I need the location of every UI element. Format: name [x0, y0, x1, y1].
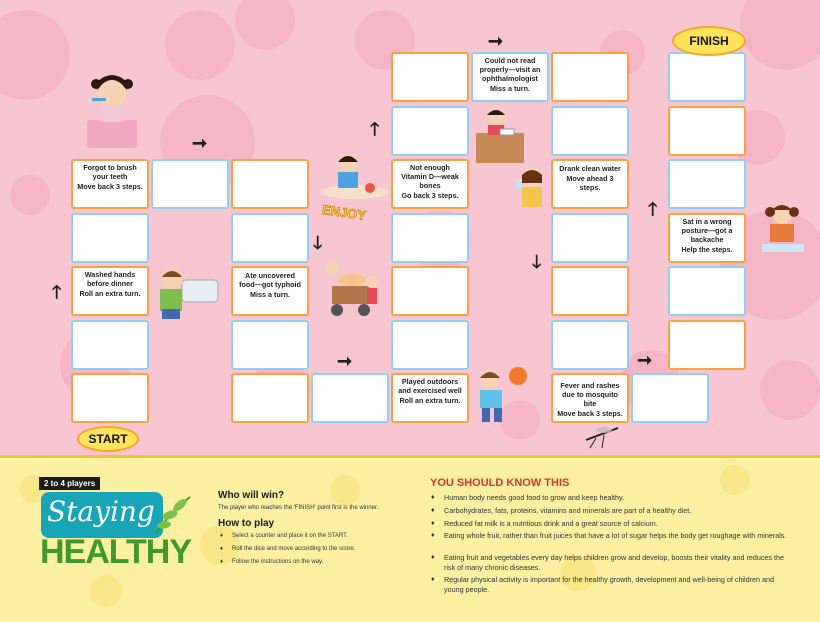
square-blank: [311, 373, 389, 423]
square-text: Sat in a wrong posture—got a backache: [681, 217, 733, 244]
kid-playing-ball-icon: [468, 366, 530, 432]
arrow-down-icon: 🡓: [532, 252, 542, 272]
square-blank: [231, 320, 309, 370]
fact-item: ♦ Regular physical activity is important for the healthy growth, development and well-being of children and young people.: [444, 575, 789, 594]
kid-washing-hands-icon: [150, 265, 220, 320]
who-wins-title: Who will win?: [218, 490, 285, 501]
square-blank: [668, 106, 746, 156]
square-blank: [551, 266, 629, 316]
square-text: Drank clean water: [559, 164, 621, 173]
square-action: Move ahead 3 steps.: [566, 174, 614, 192]
square-action: Roll an extra turn.: [79, 289, 141, 298]
know-title: YOU SHOULD KNOW THIS: [430, 477, 570, 489]
kid-brushing-teeth-icon: [82, 70, 142, 150]
fact-item: ♦ Carbohydrates, fats, proteins, vitamins and minerals are part of a healthy diet.: [444, 506, 789, 516]
panel-border: [0, 458, 820, 461]
logo-healthy: HEALTHY: [40, 533, 192, 571]
square-action: Move back 3 steps.: [557, 409, 623, 418]
fact-item: ♦ Reduced fat milk is a nutritious drink and a great source of calcium.: [444, 519, 789, 529]
arrow-up-icon: 🡑: [52, 282, 62, 302]
kid-reading-icon: [474, 105, 528, 165]
logo-staying: [41, 492, 163, 538]
square-blank: [551, 106, 629, 156]
square-posture: [668, 213, 746, 263]
square-drank-water: [551, 159, 629, 209]
fact-item: ♦ Eating whole fruit, rather than fruit juices that have a lot of sugar helps the body get roughage with minerals.: [444, 531, 789, 541]
square-uncovered-food: [231, 266, 309, 316]
kid-studying-icon: [758, 200, 808, 260]
square-blank: [71, 320, 149, 370]
square-blank: [71, 373, 149, 423]
square-text: Ate uncovered food—got typhoid: [239, 271, 301, 289]
background-dot: [10, 175, 50, 215]
square-text: Could not read properly—visit an ophthalmologist: [479, 56, 541, 83]
mosquito-icon: [582, 420, 624, 450]
square-played-outdoors: [391, 373, 469, 423]
square-text: Washed hands before dinner: [84, 270, 136, 288]
square-fever: [551, 373, 629, 423]
square-action: Miss a turn.: [250, 290, 290, 299]
square-blank: [71, 213, 149, 263]
leaf-icon: [150, 493, 194, 537]
square-blank: [551, 213, 629, 263]
square-blank: [391, 266, 469, 316]
finish-marker: FINISH: [672, 26, 746, 56]
square-blank: [231, 159, 309, 209]
background-dot: [165, 10, 235, 80]
square-blank: [231, 213, 309, 263]
square-blank: [231, 373, 309, 423]
arrow-up-icon: 🡑: [648, 199, 658, 219]
fact-item: ♦ Eating fruit and vegetables every day helps children grow and develop, boosts their vitality and reduces the risk of many chronic diseases.: [444, 553, 789, 572]
background-dot: [0, 10, 70, 100]
background-dot: [90, 575, 122, 607]
fact-item: ♦ Human body needs good food to grow and keep healthy.: [444, 493, 789, 503]
how-to-play-title: How to play: [218, 518, 275, 529]
arrow-right-icon: ➞: [192, 133, 208, 153]
background-dot: [330, 475, 360, 505]
logo-staying-text: Staying: [47, 495, 155, 528]
square-vitamin-d: [391, 159, 469, 209]
background-dot: [760, 360, 820, 420]
square-action: Miss a turn.: [490, 84, 530, 93]
square-blank: [668, 159, 746, 209]
square-action: Go back 3 steps.: [401, 191, 459, 200]
how-to-play-step: ♦ Select a counter and place it on the START.: [232, 533, 348, 539]
background-dot: [720, 465, 750, 495]
background-dot: [740, 0, 820, 70]
square-blank: [631, 373, 709, 423]
arrow-right-icon: ➞: [488, 31, 504, 51]
square-action: Move back 3 steps.: [77, 182, 143, 191]
square-read-properly: [471, 52, 549, 102]
who-wins-text: The player who reaches the 'FINISH' point first is the winner.: [218, 505, 379, 511]
square-blank: [668, 266, 746, 316]
square-blank: [391, 320, 469, 370]
players-count: 2 to 4 players: [39, 477, 100, 490]
kids-food-cart-icon: [322, 258, 382, 323]
kid-eating-icon: [320, 150, 390, 200]
arrow-right-icon: ➞: [337, 351, 353, 371]
square-text: Fever and rashes due to mosquito bite: [560, 381, 620, 408]
arrow-down-icon: 🡓: [313, 233, 323, 253]
arrow-right-icon: ➞: [637, 350, 653, 370]
square-blank: [151, 159, 229, 209]
how-to-play-step: ♦ Roll the dice and move according to the score.: [232, 546, 355, 552]
start-marker: START: [77, 426, 139, 452]
square-blank: [391, 52, 469, 102]
square-blank: [668, 52, 746, 102]
arrow-up-icon: 🡑: [370, 119, 380, 139]
square-blank: [391, 106, 469, 156]
enjoy-label: ENJOY: [321, 202, 367, 223]
square-action: Roll an extra turn.: [399, 396, 461, 405]
background-dot: [235, 0, 295, 50]
square-washed-hands: [71, 266, 149, 316]
square-forgot-brush: [71, 159, 149, 209]
square-text: Played outdoors and exercised well: [398, 377, 462, 395]
square-action: Help the steps.: [681, 245, 733, 254]
how-to-play-step: ♦ Follow the instructions on the way.: [232, 559, 323, 565]
kid-drinking-water-icon: [512, 165, 552, 215]
square-blank: [668, 320, 746, 370]
square-text: Forgot to brush your teeth: [83, 163, 137, 181]
square-blank: [551, 52, 629, 102]
square-blank: [551, 320, 629, 370]
square-blank: [391, 213, 469, 263]
square-text: Not enough Vitamin D—weak bones: [401, 163, 459, 190]
